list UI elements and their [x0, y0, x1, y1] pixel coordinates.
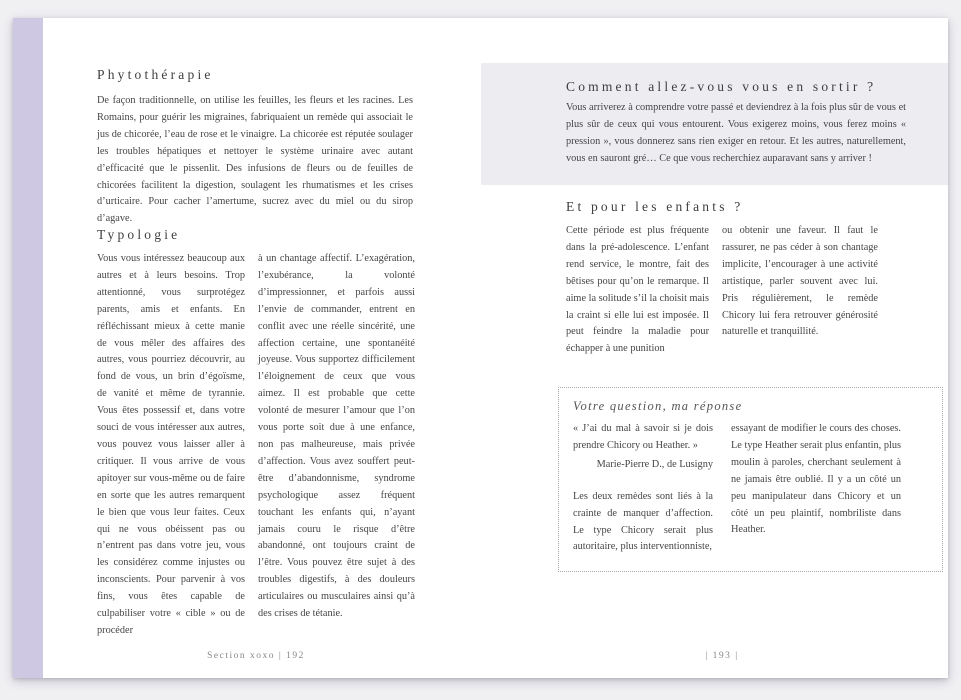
highlight-box — [481, 63, 948, 185]
book-page-spread — [13, 18, 948, 678]
enfants-columns — [566, 223, 878, 358]
section-title-enfants: Et pour les enfants ? — [566, 199, 744, 214]
highlight-box-paragraph: Vous arriverez à comprendre votre passé et deviendrez à la fois plus sûr de vous et plus sûr de ceux qui vous entourent. Vous exigerez moins, vous ferez moins « pression », vous donnerez sans rien exiger en retour. Et les autres, naturellement, vous en sauront gré… Ce que vous recherchiez auparavant sans y arriver ! — [566, 102, 906, 164]
section-title-typologie: Typologie — [97, 227, 181, 242]
reader-quote: « J’ai du mal à savoir si je dois prendre Chicory ou Heather. » — [573, 423, 713, 451]
question-answer-column-1 — [573, 421, 713, 556]
phytotherapie-paragraph: De façon traditionnelle, on utilise les feuilles, les fleurs et les racines. Les Romains, pour guérir les migraines, fabriquaient un remède qui associait le jus de chicorée, l’eau de rose et le vinaigre. La chicorée est réputée soulager les troubles hépatiques et nettoyer le système urinaire avec autant d’efficacité que le pissenlit. Des infusions de fleurs ou de feuilles de chicorées facilitent la digestion, soulagent les rhumatismes et les crises d’urticaire. Pour cacher l’amertume, sucrez avec du miel ou du sirop d’agave. — [97, 95, 413, 225]
answer-text-part-1: Les deux remèdes sont liés à la crainte de manquer d’affection. Le type Chicory serait plus autoritaire, plus interventionniste, — [573, 490, 713, 553]
spine-stripe — [13, 18, 43, 678]
page-footer-left: Section xoxo | 192 — [207, 651, 305, 661]
section-title-phytotherapie: Phytothérapie — [97, 67, 214, 82]
enfants-column-1: Cette période est plus fréquente dans la pré-adolescence. L’enfant rend service, le montre, fait des bêtises pour qu’on le remarque. Il aime la solitude s’il la choisit mais la craint si elle lui est imposée. Il peut feindre la maladie pour échapper à une punition — [566, 225, 709, 355]
enfants-column-2: ou obtenir une faveur. Il faut le rassurer, ne pas céder à son chantage implicite, l’encourager à une activité artistique, parler souvent avec lui. Pris régulièrement, le remède Chicory lui fera retrouver générosité naturelle et tranquillité. — [722, 225, 878, 338]
question-box-title: Votre question, ma réponse — [573, 399, 743, 413]
question-columns — [573, 421, 928, 556]
quote-attribution: Marie-Pierre D., de Lusigny — [596, 458, 713, 470]
typologie-column-2: à un chantage affectif. L’exagération, l’exubérance, la volonté d’impressionner, et parfois aussi l’envie de commander, entrent en conflit avec une réelle sincérité, une affection certaine, une spontanéité joyeuse. Vous supportez difficilement l’éloignement de ceux que vous aimez. Il est probable que cette volonté de mesurer l’amour que l’on vous porte soit due à une enfance, non pas malheureuse, mais privée d’affection. Vous avez souffert peut-être d’abandonnisme, syndrome psychologique assez fréquent touchant les enfants qui, n’ayant jamais couru le risque d’être abandonné, ont toujours craint de l’être. Vous pouvez être sujet à des troubles digestifs, à des douleurs articulaires ou musculaires ainsi qu’à des crises de tétanie. — [258, 253, 415, 620]
page-footer-right: | 193 | — [705, 651, 739, 661]
typologie-columns — [97, 251, 415, 640]
typologie-column-1: Vous vous intéressez beaucoup aux autres et à leurs besoins. Trop attentionné, vous surprotégez parents, amis et enfants. En réfléchissant mieux à cette manie de vous mêler des affaires des autres, vous pourriez découvrir, au fond de vous, un brin d’égoïsme, de vanité et même de tyrannie. Vous êtes possessif et, dans votre souci de vous intéresser aux autres, vous pouvez vous laisser aller à critiquer. Il vous arrive de vous apitoyer sur vous-même ou de faire en sorte que les autres remarquent le bien que vous leur faites. Ceux qui ne vous obéissent pas ou n’entrent pas dans votre jeu, vous les considérez comme injustes ou inconscients. Pour parvenir à vos fins, vous êtes capable de culpabiliser votre « cible » ou de procéder — [97, 253, 245, 636]
question-answer-column-2: essayant de modifier le cours des choses. Le type Heather serait plus enfantin, plus moulin à paroles, cherchant seulement à ne jamais être oublié. Il y a un côté un peu manipulateur dans Chicory et un côté un peu plaintif, nombriliste dans Heather. — [731, 423, 901, 536]
question-box — [558, 387, 943, 572]
highlight-box-title: Comment allez-vous vous en sortir ? — [566, 79, 877, 94]
